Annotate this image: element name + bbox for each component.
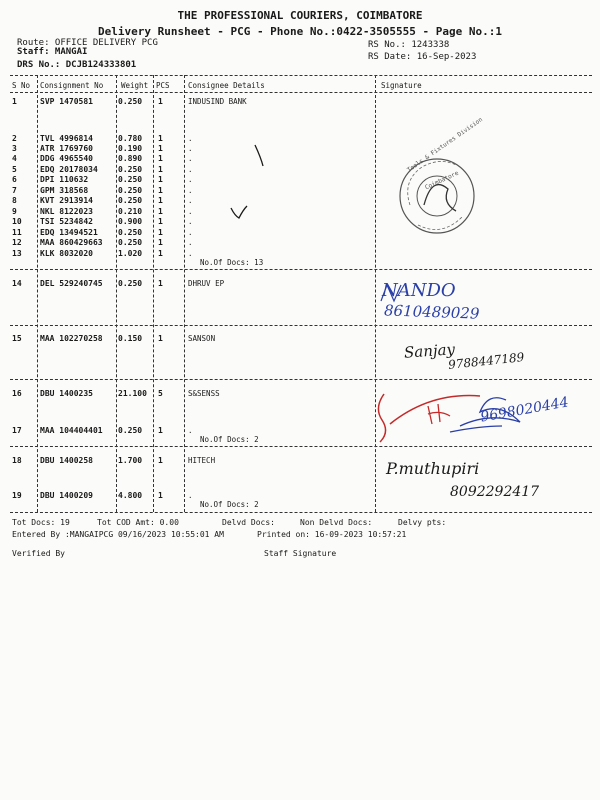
runsheet-title: Delivery Runsheet - PCG - Phone No.:0422-3505555 - Page No.:1 [98,25,502,38]
row-pcs: 1 [158,228,163,237]
column-rule [153,75,154,512]
row-consignment: KVT 2913914 [40,196,93,205]
signature-name-row18: P.muthupiri [386,459,480,478]
row-consignment: EDQ 13494521 [40,228,98,237]
col-weight: Weight [121,81,149,90]
entered-by: Entered By :MANGAIPCG 09/16/2023 10:55:01 AM [12,530,224,539]
row-pcs: 1 [158,134,163,143]
row-sno: 12 [12,238,22,247]
signature-phone-row18: 8092292417 [450,484,540,500]
signature-phone-row14: 8610489029 [383,301,480,323]
rule [10,325,592,326]
row-sno: 8 [12,196,17,205]
row-weight: 0.250 [118,97,143,106]
col-signature: Signature [381,81,422,90]
col-pcs: PCS [156,81,170,90]
row-consignee: SANSON [188,334,216,343]
row-consignment: KLK 8032020 [40,249,93,258]
row-sno: 6 [12,175,17,184]
row-consignment: EDQ 20178034 [40,165,98,174]
row-sno: 17 [12,426,22,435]
col-consignment: Consignment No [40,81,104,90]
row-consignee: . [188,426,193,435]
row-consignment: ATR 1769760 [40,144,93,153]
row-consignment: DBU 1400258 [40,456,93,465]
row-consignment: MAA 860429663 [40,238,103,247]
row-weight: 0.150 [118,334,143,343]
row-consignee: . [188,186,193,195]
row-weight: 0.890 [118,154,143,163]
row-consignee: . [188,228,193,237]
row-pcs: 5 [158,389,163,398]
row-sno: 11 [12,228,22,237]
staff-label: Staff: MANGAI [17,47,88,57]
signature-red [370,382,585,452]
row-consignment: TSI 5234842 [40,217,93,226]
row-consignment: SVP 1470581 [40,97,93,106]
delivered-docs: Delvd Docs: [222,518,275,527]
row-consignee: . [188,134,193,143]
rule [10,512,592,513]
rule [10,269,592,270]
row-consignment: DDG 4965540 [40,154,93,163]
row-sno: 4 [12,154,17,163]
row-sno: 13 [12,249,22,258]
row-consignee: . [188,217,193,226]
rule [10,75,592,76]
signature-phone-row15: 9788447189 [447,350,525,372]
row-consignee: . [188,154,193,163]
rule [10,92,592,93]
row-weight: 0.250 [118,175,143,184]
rs-date: RS Date: 16-Sep-2023 [368,52,477,62]
row-weight: 1.020 [118,249,143,258]
row-pcs: 1 [158,196,163,205]
company-name: THE PROFESSIONAL COURIERS, COIMBATORE [177,9,423,22]
signature-name-row14: NANDO [382,280,456,301]
row-pcs: 1 [158,144,163,153]
row-weight: 21.100 [118,389,147,398]
row-consignee: HITECH [188,456,216,465]
column-rule [184,75,185,512]
row-consignee: . [188,144,193,153]
row-pcs: 1 [158,279,163,288]
group-doc-count: No.Of Docs: 13 [200,258,264,267]
row-consignment: DEL 529240745 [40,279,103,288]
row-sno: 16 [12,389,22,398]
row-consignee: . [188,249,193,258]
stamp-center-text: Coimbatore [424,169,460,192]
row-weight: 4.800 [118,491,143,500]
row-sno: 14 [12,279,22,288]
row-consignment: MAA 102270258 [40,334,103,343]
row-sno: 19 [12,491,22,500]
row-weight: 0.190 [118,144,143,153]
rs-number: RS No.: 1243338 [368,40,450,50]
row-pcs: 1 [158,154,163,163]
row-sno: 1 [12,97,17,106]
total-docs: Tot Docs: 19 [12,518,70,527]
row-pcs: 1 [158,491,163,500]
column-rule [37,75,38,512]
row-pcs: 1 [158,426,163,435]
row-consignee: . [188,165,193,174]
row-weight: 0.250 [118,228,143,237]
row-consignment: DBU 1400235 [40,389,93,398]
row-weight: 0.250 [118,279,143,288]
row-sno: 2 [12,134,17,143]
row-consignment: NKL 8122023 [40,207,93,216]
row-weight: 0.250 [118,165,143,174]
row-pcs: 1 [158,207,163,216]
row-weight: 0.250 [118,186,143,195]
handwritten-ticks [225,140,285,230]
row-sno: 10 [12,217,22,226]
row-consignment: DPI 110632 [40,175,89,184]
row-consignee: INDUSIND BANK [188,97,247,106]
row-consignment: DBU 1400209 [40,491,93,500]
column-rule [116,75,117,512]
rule [10,379,592,380]
stamp-text: Tools & Fixtures Division [406,116,484,174]
row-pcs: 1 [158,334,163,343]
staff-signature: Staff Signature [264,549,337,558]
delivery-points: Delvy pts: [398,518,447,527]
row-weight: 0.900 [118,217,143,226]
group-doc-count: No.Of Docs: 2 [200,435,259,444]
row-consignment: GPM 318568 [40,186,89,195]
group-doc-count: No.Of Docs: 2 [200,500,259,509]
row-consignee: . [188,175,193,184]
row-sno: 7 [12,186,17,195]
row-pcs: 1 [158,249,163,258]
row-weight: 0.250 [118,238,143,247]
row-weight: 0.250 [118,196,143,205]
total-cod: Tot COD Amt: 0.00 [97,518,179,527]
row-pcs: 1 [158,186,163,195]
row-weight: 0.780 [118,134,143,143]
row-weight: 0.210 [118,207,143,216]
col-consignee: Consignee Details [188,81,265,90]
col-sno: S No [12,81,31,90]
drs-number: DRS No.: DCJB124333801 [17,60,137,70]
row-consignment: TVL 4996814 [40,134,93,143]
row-consignee: . [188,207,193,216]
row-pcs: 1 [158,165,163,174]
row-consignee: S&SENSS [188,389,220,398]
non-delivered-docs: Non Delvd Docs: [300,518,373,527]
row-sno: 18 [12,456,22,465]
verified-by: Verified By [12,549,65,558]
row-sno: 15 [12,334,22,343]
row-consignee: . [188,491,193,500]
row-pcs: 1 [158,217,163,226]
row-consignee: DHRUV EP [188,279,225,288]
signature-phone-row16: 9698020444 [479,394,570,426]
row-sno: 5 [12,165,17,174]
row-consignee: . [188,196,193,205]
row-weight: 1.700 [118,456,143,465]
row-sno: 3 [12,144,17,153]
row-pcs: 1 [158,238,163,247]
row-pcs: 1 [158,97,163,106]
row-sno: 9 [12,207,17,216]
row-pcs: 1 [158,175,163,184]
row-consignment: MAA 104404401 [40,426,103,435]
printed-on: Printed on: 16-09-2023 10:57:21 [257,530,407,539]
row-consignee: . [188,238,193,247]
row-weight: 0.250 [118,426,143,435]
signature-name-row15: Sanjay [403,340,456,362]
row-pcs: 1 [158,456,163,465]
route-label: Route: OFFICE DELIVERY PCG [17,38,158,48]
